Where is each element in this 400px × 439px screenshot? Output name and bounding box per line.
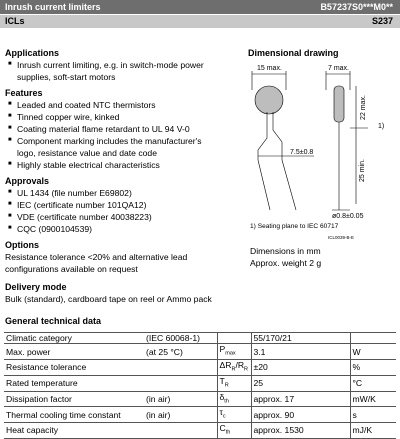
symbol-cell (217, 375, 251, 391)
feature-item: ■ Leaded and coated NTC thermistors (8, 100, 156, 110)
approval-item: ■ IEC (certificate number 101QA12) (8, 200, 146, 210)
symbol-text: δ (219, 391, 225, 402)
symbol-text: T (219, 375, 225, 386)
symbol-subscript: c (222, 413, 226, 420)
drawing-footnote: 1) Seating plane to IEC 60717 (250, 223, 339, 230)
applications-heading: Applications (5, 48, 60, 58)
technical-row (4, 333, 396, 344)
technical-row (4, 375, 396, 391)
condition-cell: (IEC 60068-1) (144, 333, 217, 344)
dim-22-label: 22 max. (360, 95, 367, 120)
condition-cell (144, 422, 217, 438)
technical-row (4, 391, 396, 407)
condition-cell: (in air) (144, 407, 217, 423)
family-label: ICLs (5, 16, 25, 26)
symbol-text: τ (219, 407, 223, 418)
weight-note: Approx. weight 2 g (250, 258, 322, 268)
feature-item: ■ Component marking includes the manufacturer's (8, 136, 202, 146)
applications-item-cont: supplies, soft-start motors (17, 72, 116, 82)
approvals-heading: Approvals (5, 176, 50, 186)
technical-row (4, 344, 396, 360)
approval-item: ■ VDE (certificate number 40038223) (8, 212, 152, 222)
param-cell: Dissipation factor (4, 391, 144, 407)
symbol-cell (217, 344, 251, 360)
feature-item-cont: logo, resistance value and date code (17, 148, 157, 158)
features-heading: Features (5, 88, 43, 98)
drawing-code: ICL0039-B-E (328, 235, 355, 240)
value-cell: approx. 17 (251, 391, 350, 407)
series-label: S237 (371, 16, 393, 26)
technical-row (4, 360, 396, 376)
symbol-subscript: th (224, 398, 229, 405)
technical-row (4, 422, 396, 438)
dim-75-label: 7.5±0.8 (290, 149, 314, 156)
feature-item: ■ Highly stable electrical characteristics (8, 160, 160, 170)
applications-item: ■ Inrush current limiting, e.g. in switch-mode power (8, 60, 204, 70)
dim-15-label: 15 max. (257, 65, 282, 72)
unit-cell: mW/K (350, 391, 396, 407)
condition-cell: (in air) (144, 391, 217, 407)
unit-cell: mJ/K (350, 422, 396, 438)
symbol-cell (217, 422, 251, 438)
value-cell: 3.1 (251, 344, 350, 360)
drawing-heading: Dimensional drawing (248, 48, 339, 58)
part-number: B57237S0***M0** (320, 2, 393, 12)
symbol-subscript: R (231, 366, 236, 373)
symbol-text: C (219, 422, 226, 433)
value-cell: approx. 1530 (251, 422, 350, 438)
dimensions-note: Dimensions in mm (250, 246, 321, 256)
symbol-subscript: R (244, 366, 249, 373)
unit-cell: s (350, 407, 396, 423)
symbol-cell (217, 333, 251, 344)
symbol-subscript: R (224, 382, 229, 389)
symbol-subscript: max (225, 351, 236, 358)
product-title: Inrush current limiters (5, 2, 101, 12)
value-cell: approx. 90 (251, 407, 350, 423)
condition-cell: (at 25 °C) (144, 344, 217, 360)
condition-cell (144, 360, 217, 376)
delivery-heading: Delivery mode (5, 282, 67, 292)
param-cell: Climatic category (4, 333, 144, 344)
param-cell: Resistance tolerance (4, 360, 144, 376)
value-cell: ±20 (251, 360, 350, 376)
condition-cell (144, 375, 217, 391)
family-bar (0, 15, 400, 28)
symbol-cell (217, 407, 251, 423)
approval-item: ■ CQC (0900104539) (8, 224, 92, 234)
options-text: Resistance tolerance <20% and alternative lead (5, 252, 188, 262)
value-cell: 25 (251, 375, 350, 391)
param-cell: Max. power (4, 344, 144, 360)
options-text-cont: configurations available on request (5, 264, 138, 274)
options-heading: Options (5, 240, 39, 250)
symbol-cell (217, 360, 251, 376)
unit-cell: °C (350, 375, 396, 391)
param-cell: Rated temperature (4, 375, 144, 391)
value-cell: 55/170/21 (251, 333, 350, 344)
unit-cell: W (350, 344, 396, 360)
delivery-text: Bulk (standard), cardboard tape on reel or Ammo pack (5, 294, 212, 304)
symbol-subscript: th (225, 429, 231, 436)
approval-item: ■ UL 1434 (file number E69802) (8, 188, 132, 198)
dim-08-label: ø0.8±0.05 (332, 213, 364, 220)
unit-cell (350, 333, 396, 344)
symbol-text: P (219, 344, 226, 355)
feature-item: ■ Tinned copper wire, kinked (8, 112, 119, 122)
symbol-text: ΔR (219, 360, 232, 371)
dimensional-drawing (240, 60, 400, 220)
technical-heading: General technical data (5, 316, 102, 326)
technical-table (4, 332, 396, 439)
dim-25-label: 25 min. (359, 159, 366, 182)
feature-item: ■ Coating material flame retardant to UL 94 V-0 (8, 124, 190, 134)
unit-cell: % (350, 360, 396, 376)
technical-row (4, 407, 396, 423)
symbol-cell (217, 391, 251, 407)
title-bar (0, 0, 400, 14)
param-cell: Thermal cooling time constant (4, 407, 144, 423)
param-cell: Heat capacity (4, 422, 144, 438)
note-1-label: 1) (378, 123, 385, 130)
dim-7-label: 7 max. (328, 65, 350, 72)
technical-table-body (4, 333, 396, 439)
symbol-text-suffix: /R (235, 360, 245, 371)
